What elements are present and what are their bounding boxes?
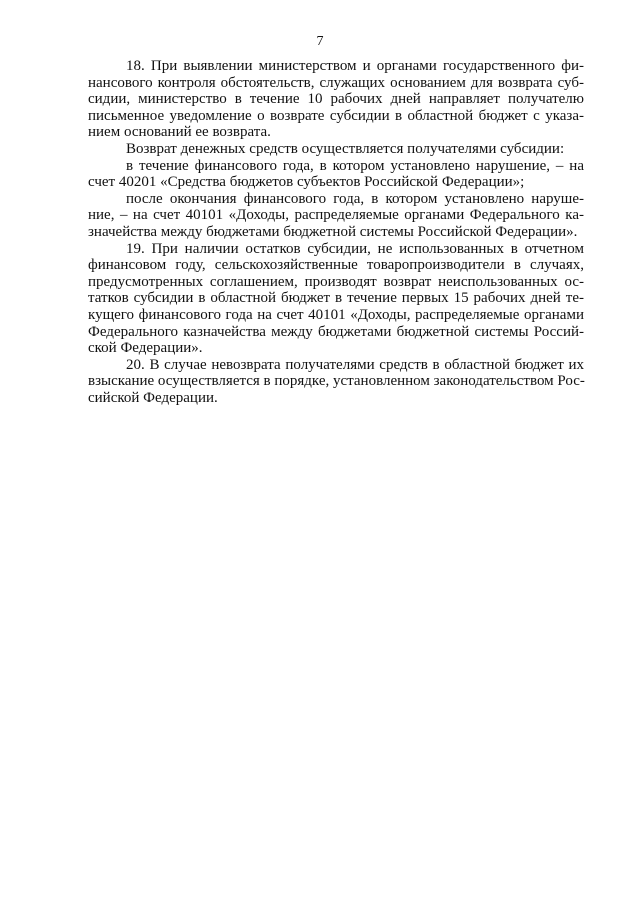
paragraph-return-after-year <box>88 191 584 241</box>
paragraph-19 <box>88 241 584 357</box>
page-number: 7 <box>316 34 324 49</box>
text-line: сидии, министерство в течение 10 рабочих дней направляет получателю <box>88 91 584 108</box>
text-line: в течение финансового года, в котором установлено нарушение, – на <box>126 157 584 174</box>
paragraph-return-during-year <box>88 158 584 191</box>
text-line: после окончания финансового года, в котором установлено наруше- <box>126 190 584 207</box>
text-line: Федерального казначейства между бюджетами бюджетной системы Россий- <box>88 323 584 340</box>
text-line: финансовом году, сельскохозяйственные товаропроизводители в случаях, <box>88 257 584 274</box>
text-line: нием оснований ее возврата. <box>88 124 271 141</box>
text-line: предусмотренных соглашением, производят возврат неиспользованных ос- <box>88 273 584 290</box>
text-line: 19. При наличии остатков субсидии, не использованных в отчетном <box>126 240 584 257</box>
paragraph-20 <box>88 357 584 407</box>
text-line: взыскание осуществляется в порядке, установленном законодательством Рос- <box>88 373 585 390</box>
text-line: значейства между бюджетами бюджетной системы Российской Федерации». <box>88 223 578 240</box>
text-line: ской Федерации». <box>88 340 203 357</box>
text-line: сийской Федерации. <box>88 389 218 406</box>
text-line: Возврат денежных средств осуществляется получателями субсидии: <box>126 140 565 157</box>
text-line: письменное уведомление о возврате субсидии в областной бюджет с указа- <box>88 107 584 124</box>
text-line: 20. В случае невозврата получателями средств в областной бюджет их <box>126 356 584 373</box>
text-line: татков субсидии в областной бюджет в течение первых 15 рабочих дней те- <box>88 290 584 307</box>
text-line: ние, – на счет 40101 «Доходы, распределяемые органами Федерального ка- <box>88 207 584 224</box>
text-line: нансового контроля обстоятельств, служащих основанием для возврата суб- <box>88 74 584 91</box>
document-body <box>88 58 584 406</box>
text-line: кущего финансового года на счет 40101 «Доходы, распределяемые органами <box>88 306 584 323</box>
paragraph-18 <box>88 58 584 141</box>
text-line: счет 40201 «Средства бюджетов субъектов Российской Федерации»; <box>88 174 525 191</box>
paragraph-return-intro <box>88 141 584 158</box>
text-line: 18. При выявлении министерством и органами государственного фи- <box>126 58 584 74</box>
